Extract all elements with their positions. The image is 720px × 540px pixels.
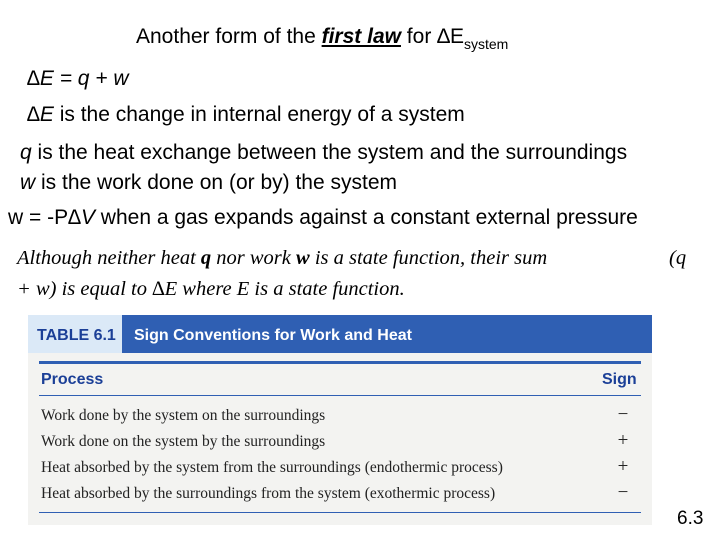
w-text: is the work done on (or by) the system bbox=[35, 171, 397, 194]
table-row-sign: + bbox=[617, 456, 629, 477]
delta-e-text: is the change in internal energy of a system bbox=[53, 103, 465, 126]
table-top-rule bbox=[39, 361, 641, 364]
table-number: TABLE 6.1 bbox=[37, 327, 116, 344]
first-law-equation: ∆E = q + w bbox=[27, 67, 129, 90]
table-bottom-rule bbox=[39, 512, 641, 513]
title-prefix: Another form of the bbox=[136, 25, 322, 48]
q-definition bbox=[20, 142, 627, 163]
table-row-process: Heat absorbed by the surroundings from the system (exothermic process) bbox=[41, 485, 496, 502]
table-row-process: Heat absorbed by the system from the surroundings (endothermic process) bbox=[41, 459, 503, 476]
note-part3: is a state function, their sum bbox=[309, 247, 548, 269]
note-q: q bbox=[200, 247, 212, 269]
w-definition bbox=[20, 172, 397, 193]
sign-conventions-table bbox=[28, 315, 652, 525]
table-row-sign: − bbox=[617, 404, 629, 425]
column-header-sign: Sign bbox=[602, 371, 637, 388]
w-symbol: w bbox=[20, 171, 36, 194]
title-mid: for ∆E bbox=[400, 25, 464, 48]
table-number-tag bbox=[28, 315, 122, 353]
table-row-process: Work done on the system by the surroundings bbox=[41, 433, 326, 450]
q-symbol: q bbox=[20, 141, 32, 164]
w-formula-prefix: w = -P bbox=[8, 206, 69, 229]
note-line-2: + w) is equal to ∆E where E is a state function. bbox=[17, 278, 405, 300]
slide-title bbox=[136, 26, 508, 51]
table-header-rule bbox=[39, 395, 641, 396]
w-formula bbox=[8, 207, 638, 228]
note-part1: Although neither heat bbox=[17, 247, 201, 269]
title-subscript: system bbox=[464, 36, 509, 52]
note-part2: nor work bbox=[211, 247, 297, 269]
delta-e-symbol: ∆E bbox=[27, 103, 54, 126]
title-emphasis: first law bbox=[321, 25, 401, 48]
w-formula-text: when a gas expands against a constant external pressure bbox=[94, 206, 638, 229]
note-part4: (q bbox=[669, 247, 687, 269]
w-formula-delta-v: ∆V bbox=[68, 206, 95, 229]
table-row-process: Work done by the system on the surroundings bbox=[41, 407, 326, 424]
slide-number: 6.3 bbox=[677, 508, 704, 529]
table-title: Sign Conventions for Work and Heat bbox=[134, 327, 412, 344]
table-row-sign: + bbox=[617, 430, 629, 451]
note-w: w bbox=[296, 247, 310, 269]
table-title-bar bbox=[122, 315, 652, 353]
delta-e-definition bbox=[27, 104, 465, 125]
note-line-1 bbox=[17, 247, 547, 270]
table-row-sign: − bbox=[617, 482, 629, 503]
q-text: is the heat exchange between the system and the surroundings bbox=[31, 141, 628, 164]
column-header-process: Process bbox=[41, 371, 104, 388]
